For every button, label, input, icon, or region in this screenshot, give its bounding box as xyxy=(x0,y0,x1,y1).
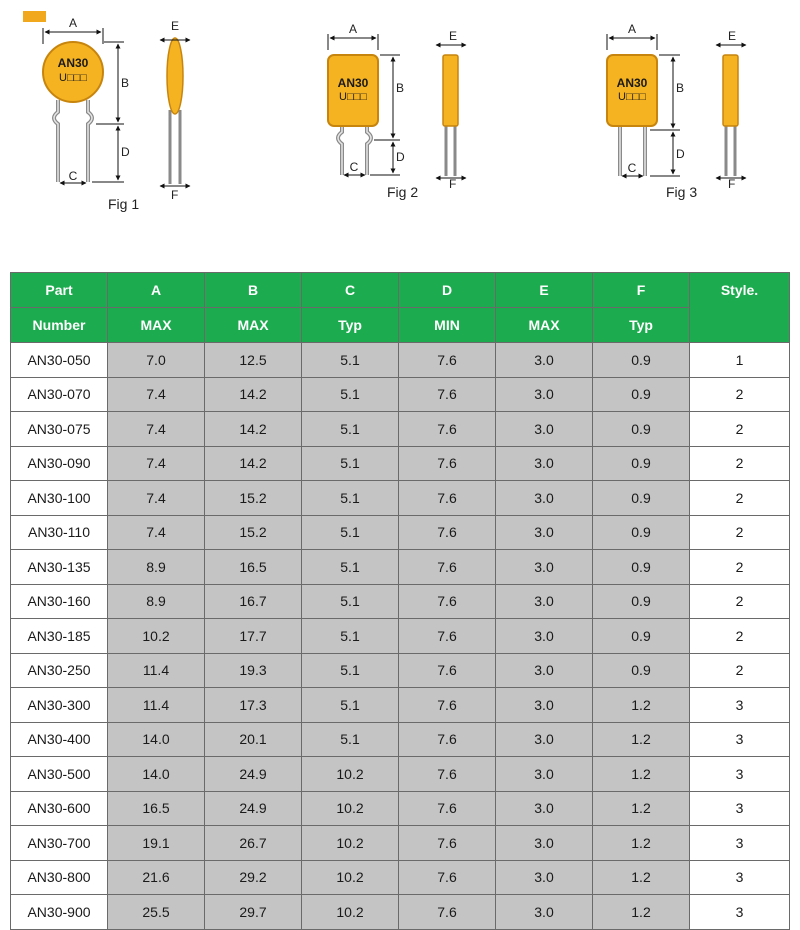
b-cell: 29.7 xyxy=(205,895,302,930)
style-cell: 2 xyxy=(690,481,790,516)
fig1-label-e: E xyxy=(171,19,180,33)
e-cell: 3.0 xyxy=(496,481,593,516)
f-cell: 0.9 xyxy=(593,343,690,378)
b-cell: 15.2 xyxy=(205,481,302,516)
fig3-label-b: B xyxy=(676,81,685,95)
part-number-cell: AN30-090 xyxy=(11,446,108,481)
a-cell: 8.9 xyxy=(108,550,205,585)
table-header xyxy=(11,273,790,343)
d-cell: 7.6 xyxy=(399,481,496,516)
header-row-top xyxy=(11,273,790,308)
e-cell: 3.0 xyxy=(496,722,593,757)
b-cell: 14.2 xyxy=(205,377,302,412)
fig1-label-a: A xyxy=(68,16,78,30)
e-cell: 3.0 xyxy=(496,584,593,619)
style-cell: 2 xyxy=(690,446,790,481)
f-cell: 0.9 xyxy=(593,653,690,688)
c-cell: 10.2 xyxy=(302,895,399,930)
table-row xyxy=(11,343,790,378)
table-row xyxy=(11,377,790,412)
e-cell: 3.0 xyxy=(496,446,593,481)
part-number-cell: AN30-075 xyxy=(11,412,108,447)
e-cell: 3.0 xyxy=(496,619,593,654)
header-e: E xyxy=(496,273,593,308)
part-number-cell: AN30-600 xyxy=(11,791,108,826)
header-c: C xyxy=(302,273,399,308)
fig1-label-d: D xyxy=(121,145,130,159)
a-cell: 7.0 xyxy=(108,343,205,378)
dimension-figures xyxy=(0,0,800,240)
e-cell: 3.0 xyxy=(496,826,593,861)
style-cell: 3 xyxy=(690,722,790,757)
table-row xyxy=(11,757,790,792)
fig1-body-text: AN30 xyxy=(57,56,89,70)
b-cell: 15.2 xyxy=(205,515,302,550)
f-cell: 0.9 xyxy=(593,481,690,516)
header-part: Part xyxy=(11,273,108,308)
style-cell: 2 xyxy=(690,377,790,412)
table-row xyxy=(11,412,790,447)
f-cell: 0.9 xyxy=(593,446,690,481)
header-b-qual: MAX xyxy=(205,308,302,343)
b-cell: 17.7 xyxy=(205,619,302,654)
fig1-label-f: F xyxy=(171,188,179,202)
c-cell: 5.1 xyxy=(302,584,399,619)
e-cell: 3.0 xyxy=(496,757,593,792)
style-cell: 2 xyxy=(690,584,790,619)
c-cell: 10.2 xyxy=(302,757,399,792)
d-cell: 7.6 xyxy=(399,722,496,757)
d-cell: 7.6 xyxy=(399,446,496,481)
a-cell: 14.0 xyxy=(108,757,205,792)
c-cell: 5.1 xyxy=(302,412,399,447)
f-cell: 1.2 xyxy=(593,826,690,861)
f-cell: 0.9 xyxy=(593,412,690,447)
b-cell: 24.9 xyxy=(205,791,302,826)
fig2-caption: Fig 2 xyxy=(387,184,419,200)
e-cell: 3.0 xyxy=(496,688,593,723)
part-number-cell: AN30-070 xyxy=(11,377,108,412)
d-cell: 7.6 xyxy=(399,653,496,688)
a-cell: 7.4 xyxy=(108,481,205,516)
table-row xyxy=(11,481,790,516)
fig2-label-d: D xyxy=(396,150,405,164)
c-cell: 5.1 xyxy=(302,515,399,550)
style-cell: 2 xyxy=(690,550,790,585)
d-cell: 7.6 xyxy=(399,343,496,378)
fig2-label-f: F xyxy=(449,177,457,191)
c-cell: 10.2 xyxy=(302,791,399,826)
a-cell: 8.9 xyxy=(108,584,205,619)
e-cell: 3.0 xyxy=(496,343,593,378)
e-cell: 3.0 xyxy=(496,412,593,447)
table-row xyxy=(11,688,790,723)
f-cell: 1.2 xyxy=(593,860,690,895)
header-d: D xyxy=(399,273,496,308)
c-cell: 5.1 xyxy=(302,377,399,412)
part-number-cell: AN30-050 xyxy=(11,343,108,378)
table-row xyxy=(11,653,790,688)
c-cell: 10.2 xyxy=(302,826,399,861)
a-cell: 7.4 xyxy=(108,377,205,412)
part-number-cell: AN30-900 xyxy=(11,895,108,930)
fig3-label-d: D xyxy=(676,147,685,161)
part-number-cell: AN30-500 xyxy=(11,757,108,792)
fig2-label-c: C xyxy=(349,160,359,174)
e-cell: 3.0 xyxy=(496,653,593,688)
d-cell: 7.6 xyxy=(399,826,496,861)
header-number: Number xyxy=(11,308,108,343)
d-cell: 7.6 xyxy=(399,860,496,895)
header-d-qual: MIN xyxy=(399,308,496,343)
table-row xyxy=(11,826,790,861)
table-row xyxy=(11,860,790,895)
figure-3 xyxy=(607,22,746,200)
b-cell: 17.3 xyxy=(205,688,302,723)
figure-2 xyxy=(328,22,466,200)
b-cell: 19.3 xyxy=(205,653,302,688)
fig2-body-text: AN30 xyxy=(337,76,369,90)
table-row xyxy=(11,895,790,930)
e-cell: 3.0 xyxy=(496,860,593,895)
fig2-label-a: A xyxy=(348,22,358,36)
e-cell: 3.0 xyxy=(496,550,593,585)
style-cell: 2 xyxy=(690,515,790,550)
c-cell: 5.1 xyxy=(302,688,399,723)
figure-1 xyxy=(43,16,190,212)
f-cell: 1.2 xyxy=(593,722,690,757)
c-cell: 10.2 xyxy=(302,860,399,895)
fig1-label-b: B xyxy=(121,76,130,90)
style-cell: 3 xyxy=(690,860,790,895)
d-cell: 7.6 xyxy=(399,895,496,930)
b-cell: 16.7 xyxy=(205,584,302,619)
d-cell: 7.6 xyxy=(399,515,496,550)
a-cell: 7.4 xyxy=(108,515,205,550)
fig3-label-f: F xyxy=(728,177,736,191)
header-b: B xyxy=(205,273,302,308)
d-cell: 7.6 xyxy=(399,757,496,792)
d-cell: 7.6 xyxy=(399,584,496,619)
style-cell: 3 xyxy=(690,757,790,792)
a-cell: 21.6 xyxy=(108,860,205,895)
f-cell: 1.2 xyxy=(593,895,690,930)
header-f: F xyxy=(593,273,690,308)
style-cell: 2 xyxy=(690,619,790,654)
table-row xyxy=(11,584,790,619)
c-cell: 5.1 xyxy=(302,653,399,688)
fig1-body-sub: U□□□ xyxy=(59,72,87,84)
fig1-label-c: C xyxy=(68,169,78,183)
table-row xyxy=(11,446,790,481)
f-cell: 0.9 xyxy=(593,377,690,412)
table-row xyxy=(11,515,790,550)
fig3-body-sub: U□□□ xyxy=(618,91,646,103)
fig3-label-e: E xyxy=(728,29,737,43)
a-cell: 10.2 xyxy=(108,619,205,654)
header-e-qual: MAX xyxy=(496,308,593,343)
a-cell: 19.1 xyxy=(108,826,205,861)
c-cell: 5.1 xyxy=(302,550,399,585)
b-cell: 14.2 xyxy=(205,412,302,447)
f-cell: 0.9 xyxy=(593,584,690,619)
style-cell: 2 xyxy=(690,412,790,447)
fig2-label-e: E xyxy=(449,29,458,43)
part-number-cell: AN30-400 xyxy=(11,722,108,757)
d-cell: 7.6 xyxy=(399,412,496,447)
part-number-cell: AN30-135 xyxy=(11,550,108,585)
part-number-cell: AN30-160 xyxy=(11,584,108,619)
fig1-caption: Fig 1 xyxy=(108,196,140,212)
b-cell: 20.1 xyxy=(205,722,302,757)
fig2-label-b: B xyxy=(396,81,405,95)
b-cell: 24.9 xyxy=(205,757,302,792)
d-cell: 7.6 xyxy=(399,619,496,654)
e-cell: 3.0 xyxy=(496,895,593,930)
c-cell: 5.1 xyxy=(302,619,399,654)
b-cell: 26.7 xyxy=(205,826,302,861)
table-row xyxy=(11,550,790,585)
style-cell: 3 xyxy=(690,895,790,930)
header-a: A xyxy=(108,273,205,308)
f-cell: 1.2 xyxy=(593,688,690,723)
fig3-caption: Fig 3 xyxy=(666,184,698,200)
a-cell: 14.0 xyxy=(108,722,205,757)
part-number-cell: AN30-300 xyxy=(11,688,108,723)
d-cell: 7.6 xyxy=(399,377,496,412)
a-cell: 16.5 xyxy=(108,791,205,826)
c-cell: 5.1 xyxy=(302,722,399,757)
header-f-qual: Typ xyxy=(593,308,690,343)
style-cell: 2 xyxy=(690,653,790,688)
part-number-cell: AN30-700 xyxy=(11,826,108,861)
part-number-cell: AN30-100 xyxy=(11,481,108,516)
d-cell: 7.6 xyxy=(399,688,496,723)
header-c-qual: Typ xyxy=(302,308,399,343)
table-row xyxy=(11,619,790,654)
c-cell: 5.1 xyxy=(302,343,399,378)
f-cell: 1.2 xyxy=(593,757,690,792)
part-number-cell: AN30-800 xyxy=(11,860,108,895)
b-cell: 16.5 xyxy=(205,550,302,585)
spec-table xyxy=(10,272,790,930)
fig3-body-text: AN30 xyxy=(616,76,648,90)
style-cell: 3 xyxy=(690,791,790,826)
table-row xyxy=(11,722,790,757)
c-cell: 5.1 xyxy=(302,481,399,516)
e-cell: 3.0 xyxy=(496,377,593,412)
d-cell: 7.6 xyxy=(399,791,496,826)
table-body xyxy=(11,343,790,930)
b-cell: 12.5 xyxy=(205,343,302,378)
fig3-label-a: A xyxy=(627,22,637,36)
fig2-body-sub: U□□□ xyxy=(339,91,367,103)
part-number-cell: AN30-110 xyxy=(11,515,108,550)
table-row xyxy=(11,791,790,826)
header-row-bottom xyxy=(11,308,790,343)
style-cell: 3 xyxy=(690,826,790,861)
a-cell: 25.5 xyxy=(108,895,205,930)
b-cell: 14.2 xyxy=(205,446,302,481)
style-cell: 1 xyxy=(690,343,790,378)
a-cell: 11.4 xyxy=(108,653,205,688)
a-cell: 7.4 xyxy=(108,412,205,447)
part-number-cell: AN30-250 xyxy=(11,653,108,688)
d-cell: 7.6 xyxy=(399,550,496,585)
f-cell: 0.9 xyxy=(593,515,690,550)
figures-svg xyxy=(0,0,800,240)
a-cell: 7.4 xyxy=(108,446,205,481)
part-number-cell: AN30-185 xyxy=(11,619,108,654)
c-cell: 5.1 xyxy=(302,446,399,481)
fig3-label-c: C xyxy=(627,161,637,175)
style-cell: 3 xyxy=(690,688,790,723)
header-style: Style. xyxy=(690,273,790,343)
f-cell: 1.2 xyxy=(593,791,690,826)
e-cell: 3.0 xyxy=(496,515,593,550)
f-cell: 0.9 xyxy=(593,619,690,654)
header-a-qual: MAX xyxy=(108,308,205,343)
f-cell: 0.9 xyxy=(593,550,690,585)
a-cell: 11.4 xyxy=(108,688,205,723)
e-cell: 3.0 xyxy=(496,791,593,826)
b-cell: 29.2 xyxy=(205,860,302,895)
